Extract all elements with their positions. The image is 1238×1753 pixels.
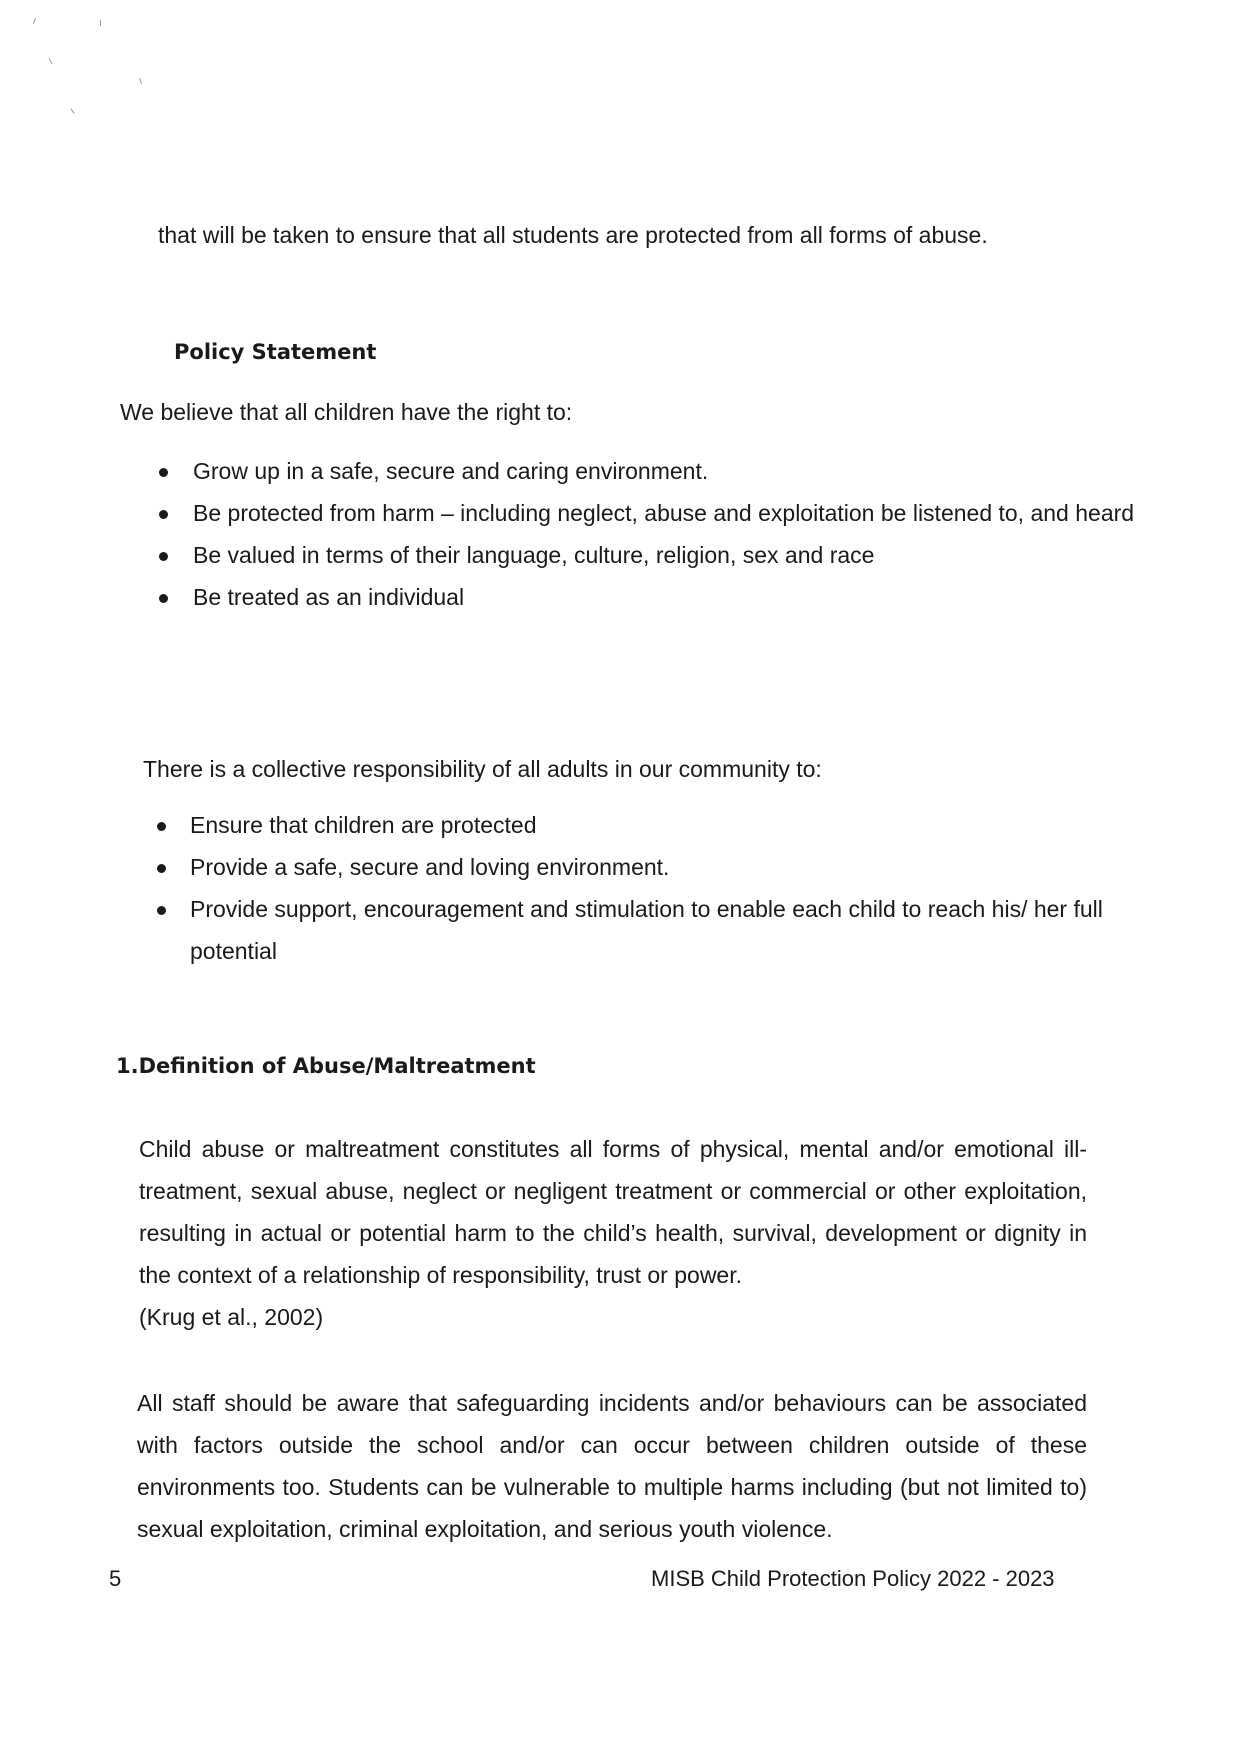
bullet-icon: [157, 906, 166, 915]
scan-speck: [70, 108, 74, 113]
list-item-text: Provide a safe, secure and loving environment.: [190, 854, 670, 880]
list-item: [193, 450, 1143, 492]
policy-intro: We believe that all children have the right to:: [120, 399, 573, 425]
scan-speck: [49, 58, 53, 64]
bullet-icon: [157, 822, 166, 831]
bullet-icon: [157, 864, 166, 873]
bullet-icon: [159, 510, 168, 519]
list-item: [193, 492, 1143, 534]
bullet-icon: [159, 468, 168, 477]
list-item: [190, 888, 1140, 972]
footer-title: MISB Child Protection Policy 2022 - 2023: [651, 1566, 1055, 1591]
list-item-text: Be treated as an individual: [193, 584, 465, 610]
list-item-text: Ensure that children are protected: [190, 812, 537, 838]
list-item: [190, 804, 1140, 846]
continuation-text: that will be taken to ensure that all students are protected from all forms of abuse.: [158, 222, 988, 248]
policy-statement-heading: Policy Statement: [174, 340, 377, 364]
definition-paragraph: Child abuse or maltreatment constitutes all forms of physical, mental and/or emotional ill-treatment, sexual abuse, neglect or negligent treatment or commercial or other exploitation, resulting in actual or potential harm to the child’s health, survival, development or dignity in the context of a relationship of responsibility, trust or power.: [139, 1136, 1087, 1288]
definition-heading: 1.Definition of Abuse/Maltreatment: [116, 1054, 536, 1078]
safeguarding-paragraph: All staff should be aware that safeguarding incidents and/or behaviours can be associated with factors outside the school and/or can occur between children outside of these environments too. Students can be vulnerable to multiple harms including (but not limited to) sexual exploitation, criminal exploitation, and serious youth violence.: [137, 1390, 1087, 1542]
definition-citation: (Krug et al., 2002): [139, 1304, 324, 1330]
list-item: [190, 846, 1140, 888]
list-item: [193, 576, 1143, 618]
bullet-icon: [159, 552, 168, 561]
scan-speck: [139, 78, 142, 84]
list-item-text: Be protected from harm – including neglect, abuse and exploitation be listened to, and heard: [193, 500, 1135, 526]
page-number: 5: [109, 1566, 122, 1591]
list-item-text: Be valued in terms of their language, culture, religion, sex and race: [193, 542, 875, 568]
responsibility-list: [190, 804, 1140, 972]
responsibility-intro: There is a collective responsibility of all adults in our community to:: [143, 756, 822, 782]
list-item-text: Grow up in a safe, secure and caring environment.: [193, 458, 709, 484]
list-item: [193, 534, 1143, 576]
scan-speck: [100, 20, 101, 26]
list-item-text: Provide support, encouragement and stimulation to enable each child to reach his/ her full potential: [190, 896, 1103, 964]
rights-list: [193, 450, 1143, 618]
bullet-icon: [159, 594, 168, 603]
scan-speck: [33, 18, 36, 24]
